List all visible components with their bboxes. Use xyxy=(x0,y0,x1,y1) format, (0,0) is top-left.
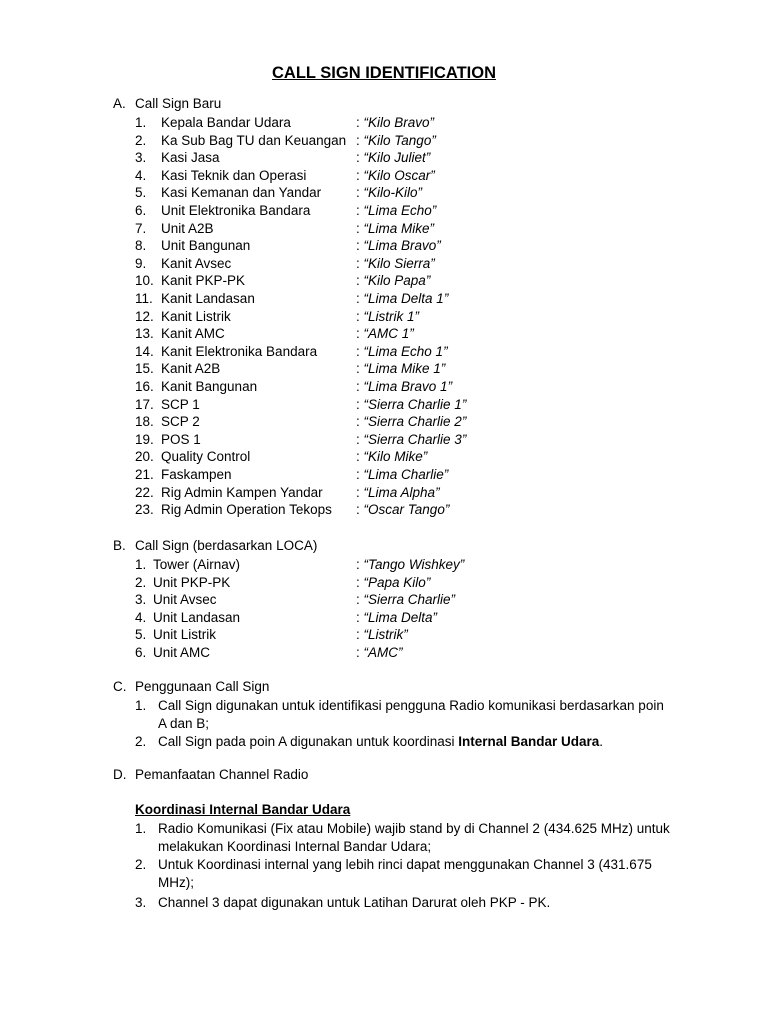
list-number: 17. xyxy=(135,396,154,412)
unit-name: Rig Admin Operation Tekops xyxy=(161,502,332,518)
call-sign-value xyxy=(356,626,408,644)
call-sign-row xyxy=(135,431,695,449)
colon-separator: : xyxy=(356,255,360,271)
call-sign-text: “Kilo Bravo” xyxy=(363,115,435,130)
list-number: 4. xyxy=(135,167,147,183)
call-sign-text: “Kilo Mike” xyxy=(363,449,428,465)
colon-separator: : xyxy=(356,150,360,166)
call-sign-text: “Sierra Charlie 3” xyxy=(363,431,467,447)
colon-separator: : xyxy=(356,291,360,306)
call-sign-text: “Lima Bravo” xyxy=(363,238,441,254)
colon-separator: : xyxy=(356,414,360,430)
section-c-heading: Penggunaan Call Sign xyxy=(135,679,270,694)
unit-name: Kasi Kemanan dan Yandar xyxy=(161,185,322,201)
list-number: 18. xyxy=(135,414,154,430)
colon-separator: : xyxy=(356,379,360,394)
paragraph-line: melakukan Koordinasi Internal Bandar Udara; xyxy=(158,839,432,854)
list-number: 1. xyxy=(135,115,147,130)
call-sign-row xyxy=(135,290,695,308)
list-number: 3. xyxy=(135,150,147,166)
call-sign-value xyxy=(356,255,435,273)
call-sign-row xyxy=(135,556,695,574)
call-sign-row xyxy=(135,308,695,326)
unit-name: Kanit AMC xyxy=(161,326,225,342)
unit-name: Unit Listrik xyxy=(153,627,217,643)
call-sign-text: “Kilo Sierra” xyxy=(363,255,435,271)
list-number: 22. xyxy=(135,484,154,500)
colon-separator: : xyxy=(356,343,360,359)
paragraph-text: . xyxy=(599,734,604,749)
section-b-heading: Call Sign (berdasarkan LOCA) xyxy=(135,538,318,553)
call-sign-row xyxy=(135,644,695,662)
call-sign-row xyxy=(135,448,695,466)
colon-separator: : xyxy=(356,627,360,643)
list-number: 7. xyxy=(135,220,147,236)
call-sign-text: “Tango Wishkey” xyxy=(363,557,465,572)
colon-separator: : xyxy=(356,361,360,377)
call-sign-value xyxy=(356,114,434,132)
call-sign-value xyxy=(356,448,427,466)
colon-separator: : xyxy=(356,167,360,183)
call-sign-text: “Lima Delta 1” xyxy=(363,291,449,306)
unit-name: Rig Admin Kampen Yandar xyxy=(161,484,323,500)
call-sign-value xyxy=(356,237,441,255)
call-sign-text: “AMC” xyxy=(363,645,403,660)
call-sign-row xyxy=(135,272,695,290)
call-sign-text: “Lima Alpha” xyxy=(363,484,440,500)
paragraph-line: Call Sign digunakan untuk identifikasi pengguna Radio komunikasi berdasarkan poin xyxy=(158,698,664,713)
section-c-label: C. xyxy=(113,679,127,694)
unit-name: Quality Control xyxy=(161,449,251,465)
unit-name: Faskampen xyxy=(161,467,232,482)
call-sign-row xyxy=(135,114,695,132)
call-sign-text: “Kilo Papa” xyxy=(363,273,431,289)
call-sign-text: “Lima Mike” xyxy=(363,220,435,236)
call-sign-text: “Kilo Tango” xyxy=(363,132,436,148)
call-sign-value xyxy=(356,501,449,519)
list-number: 1. xyxy=(135,698,147,713)
call-sign-text: “Lima Echo” xyxy=(363,203,437,218)
section-d-label: D. xyxy=(113,767,127,782)
colon-separator: : xyxy=(356,449,360,465)
call-sign-row xyxy=(135,149,695,167)
call-sign-row xyxy=(135,591,695,609)
unit-name: Unit PKP-PK xyxy=(153,574,231,590)
list-number: 16. xyxy=(135,379,154,394)
call-sign-text: “Lima Delta” xyxy=(363,609,438,625)
list-number: 14. xyxy=(135,343,154,359)
list-number: 4. xyxy=(135,609,147,625)
unit-name: Unit AMC xyxy=(153,645,211,660)
list-number: 15. xyxy=(135,361,154,377)
unit-name: Tower (Airnav) xyxy=(153,557,241,572)
call-sign-row xyxy=(135,132,695,150)
call-sign-value xyxy=(356,167,435,185)
call-sign-row xyxy=(135,501,695,519)
unit-name: SCP 1 xyxy=(161,396,200,412)
call-sign-value xyxy=(356,343,448,361)
unit-name: Kanit Listrik xyxy=(161,308,231,324)
call-sign-value xyxy=(356,308,419,326)
paragraph-line: A dan B; xyxy=(158,716,210,731)
unit-name: Unit Elektronika Bandara xyxy=(161,203,311,218)
colon-separator: : xyxy=(356,308,360,324)
colon-separator: : xyxy=(356,502,360,518)
list-number: 8. xyxy=(135,238,147,254)
colon-separator: : xyxy=(356,185,360,201)
call-sign-value xyxy=(356,132,436,150)
call-sign-value xyxy=(356,396,466,414)
call-sign-value xyxy=(356,272,430,290)
unit-name: Kasi Teknik dan Operasi xyxy=(161,167,307,183)
call-sign-row xyxy=(135,167,695,185)
unit-name: Kasi Jasa xyxy=(161,150,220,166)
unit-name: Kanit Avsec xyxy=(161,255,232,271)
list-number: 2. xyxy=(135,857,147,872)
list-number: 1. xyxy=(135,557,147,572)
section-b-label: B. xyxy=(113,538,126,553)
call-sign-row xyxy=(135,626,695,644)
paragraph-line: MHz); xyxy=(158,875,194,890)
list-number: 9. xyxy=(135,255,147,271)
list-number: 5. xyxy=(135,627,147,643)
call-sign-text: “Listrik” xyxy=(363,627,408,643)
call-sign-value xyxy=(356,378,452,396)
call-sign-row xyxy=(135,574,695,592)
call-sign-row xyxy=(135,343,695,361)
colon-separator: : xyxy=(356,115,360,130)
call-sign-text: “Papa Kilo” xyxy=(363,574,431,590)
call-sign-text: “Lima Charlie” xyxy=(363,467,449,482)
call-sign-text: “Sierra Charlie 1” xyxy=(363,396,467,412)
unit-name: Unit Avsec xyxy=(153,592,217,608)
colon-separator: : xyxy=(356,609,360,625)
paragraph-line xyxy=(158,733,678,751)
unit-name: Kepala Bandar Udara xyxy=(161,115,291,130)
call-sign-text: “Lima Mike 1” xyxy=(363,361,446,377)
call-sign-text: “Lima Bravo 1” xyxy=(363,379,453,394)
list-number: 19. xyxy=(135,431,154,447)
unit-name: Kanit Elektronika Bandara xyxy=(161,343,318,359)
bold-text: Internal Bandar Udara xyxy=(458,734,600,749)
colon-separator: : xyxy=(356,273,360,289)
list-number: 21. xyxy=(135,467,154,482)
list-number: 3. xyxy=(135,895,147,910)
call-sign-row xyxy=(135,255,695,273)
unit-name: Unit A2B xyxy=(161,220,214,236)
colon-separator: : xyxy=(356,467,360,482)
list-number: 20. xyxy=(135,449,154,465)
list-number: 6. xyxy=(135,203,147,218)
call-sign-row xyxy=(135,466,695,484)
list-number: 6. xyxy=(135,645,147,660)
call-sign-text: “Oscar Tango” xyxy=(363,502,450,518)
list-number: 23. xyxy=(135,502,154,518)
list-number: 2. xyxy=(135,132,147,148)
call-sign-row xyxy=(135,237,695,255)
unit-name: Kanit Bangunan xyxy=(161,379,258,394)
call-sign-value xyxy=(356,149,430,167)
unit-name: Kanit PKP-PK xyxy=(161,273,246,289)
paragraph-text: Call Sign pada poin A digunakan untuk koordinasi xyxy=(158,734,459,749)
list-number: 2. xyxy=(135,574,147,590)
call-sign-value xyxy=(356,466,448,484)
unit-name: Ka Sub Bag TU dan Keuangan xyxy=(161,132,347,148)
call-sign-value xyxy=(356,556,464,574)
section-d-subheading: Koordinasi Internal Bandar Udara xyxy=(135,802,351,817)
call-sign-row xyxy=(135,396,695,414)
colon-separator: : xyxy=(356,220,360,236)
call-sign-text: “Kilo Juliet” xyxy=(363,150,431,166)
unit-name: POS 1 xyxy=(161,431,201,447)
unit-name: SCP 2 xyxy=(161,414,200,430)
call-sign-text: “Kilo-Kilo” xyxy=(363,185,423,201)
unit-name: Unit Landasan xyxy=(153,609,241,625)
call-sign-value xyxy=(356,484,440,502)
call-sign-value xyxy=(356,609,437,627)
call-sign-value xyxy=(356,644,403,662)
call-sign-text: “AMC 1” xyxy=(363,326,414,342)
colon-separator: : xyxy=(356,431,360,447)
section-d-heading: Pemanfaatan Channel Radio xyxy=(135,767,309,782)
colon-separator: : xyxy=(356,645,360,660)
colon-separator: : xyxy=(356,574,360,590)
list-number: 5. xyxy=(135,185,147,201)
page-title: CALL SIGN IDENTIFICATION xyxy=(272,64,496,82)
call-sign-row xyxy=(135,325,695,343)
call-sign-text: “Kilo Oscar” xyxy=(363,167,435,183)
paragraph-line: Untuk Koordinasi internal yang lebih rinci dapat menggunakan Channel 3 (431.675 xyxy=(158,857,652,872)
call-sign-text: “Sierra Charlie” xyxy=(363,592,456,608)
call-sign-value xyxy=(356,202,436,220)
colon-separator: : xyxy=(356,203,360,218)
colon-separator: : xyxy=(356,396,360,412)
colon-separator: : xyxy=(356,238,360,254)
colon-separator: : xyxy=(356,484,360,500)
call-sign-row xyxy=(135,609,695,627)
call-sign-row xyxy=(135,360,695,378)
list-number: 3. xyxy=(135,592,147,608)
call-sign-text: “Listrik 1” xyxy=(363,308,420,324)
paragraph-line: Radio Komunikasi (Fix atau Mobile) wajib stand by di Channel 2 (434.625 MHz) untuk xyxy=(158,821,670,836)
call-sign-value xyxy=(356,360,445,378)
call-sign-row xyxy=(135,202,695,220)
call-sign-row xyxy=(135,220,695,238)
unit-name: Unit Bangunan xyxy=(161,238,251,254)
call-sign-value xyxy=(356,431,466,449)
list-number: 13. xyxy=(135,326,154,342)
call-sign-value xyxy=(356,184,422,202)
section-a-heading: Call Sign Baru xyxy=(135,96,222,111)
call-sign-value xyxy=(356,220,434,238)
colon-separator: : xyxy=(356,557,360,572)
unit-name: Kanit Landasan xyxy=(161,291,255,306)
unit-name: Kanit A2B xyxy=(161,361,221,377)
call-sign-row xyxy=(135,378,695,396)
colon-separator: : xyxy=(356,132,360,148)
call-sign-value xyxy=(356,413,466,431)
call-sign-row xyxy=(135,413,695,431)
paragraph-line: Channel 3 dapat digunakan untuk Latihan Darurat oleh PKP - PK. xyxy=(158,895,551,910)
section-a-label: A. xyxy=(113,96,126,111)
list-number: 10. xyxy=(135,273,154,289)
list-number: 11. xyxy=(135,291,153,306)
call-sign-value xyxy=(356,325,414,343)
list-number: 12. xyxy=(135,308,154,324)
colon-separator: : xyxy=(356,592,360,608)
list-number: 1. xyxy=(135,821,147,836)
call-sign-value xyxy=(356,574,430,592)
call-sign-text: “Lima Echo 1” xyxy=(363,343,448,359)
call-sign-row xyxy=(135,184,695,202)
call-sign-value xyxy=(356,591,455,609)
call-sign-row xyxy=(135,484,695,502)
colon-separator: : xyxy=(356,326,360,342)
call-sign-text: “Sierra Charlie 2” xyxy=(363,414,467,430)
call-sign-value xyxy=(356,290,448,308)
list-number: 2. xyxy=(135,734,147,749)
